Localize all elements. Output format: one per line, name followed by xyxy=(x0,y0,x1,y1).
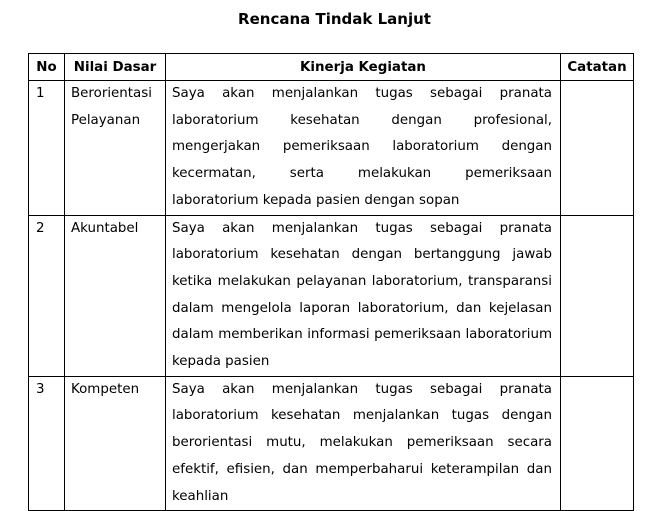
kinerja-kegiatan-cell: Saya akan menjalankan tugas sebagai pranata laboratorium kesehatan menjalankan tugas dengan berorientasi mutu, melakukan pemeriksaan secara efektif, efisien, dan memperbaharui keterampilan dan keahlian xyxy=(166,376,561,511)
header-kinerja-kegiatan: Kinerja Kegiatan xyxy=(166,54,561,81)
header-catatan: Catatan xyxy=(561,54,634,81)
catatan-cell xyxy=(561,376,634,511)
table-header-row xyxy=(29,54,634,81)
catatan-cell xyxy=(561,215,634,376)
row-number: 1 xyxy=(29,81,65,216)
table-row xyxy=(29,81,634,216)
nilai-dasar-cell: Akuntabel xyxy=(65,215,166,376)
page-title: Rencana Tindak Lanjut xyxy=(238,10,431,28)
nilai-dasar-cell: Berorientasi Pelayanan xyxy=(65,81,166,216)
table-row xyxy=(29,376,634,511)
row-number: 2 xyxy=(29,215,65,376)
row-number: 3 xyxy=(29,376,65,511)
table-row xyxy=(29,215,634,376)
nilai-dasar-cell: Kompeten xyxy=(65,376,166,511)
header-nilai-dasar: Nilai Dasar xyxy=(65,54,166,81)
kinerja-kegiatan-cell: Saya akan menjalankan tugas sebagai pranata laboratorium kesehatan dengan bertanggung jawab ketika melakukan pelayanan laboratorium, transparansi dalam mengelola laporan laboratorium, dan kejelasan dalam memberikan informasi pemeriksaan laboratorium kepada pasien xyxy=(166,215,561,376)
header-no: No xyxy=(29,54,65,81)
catatan-cell xyxy=(561,81,634,216)
kinerja-kegiatan-cell: Saya akan menjalankan tugas sebagai pranata laboratorium kesehatan dengan profesional, mengerjakan pemeriksaan laboratorium dengan kecermatan, serta melakukan pemeriksaan laboratorium kepada pasien dengan sopan xyxy=(166,81,561,216)
rencana-table xyxy=(28,53,634,511)
